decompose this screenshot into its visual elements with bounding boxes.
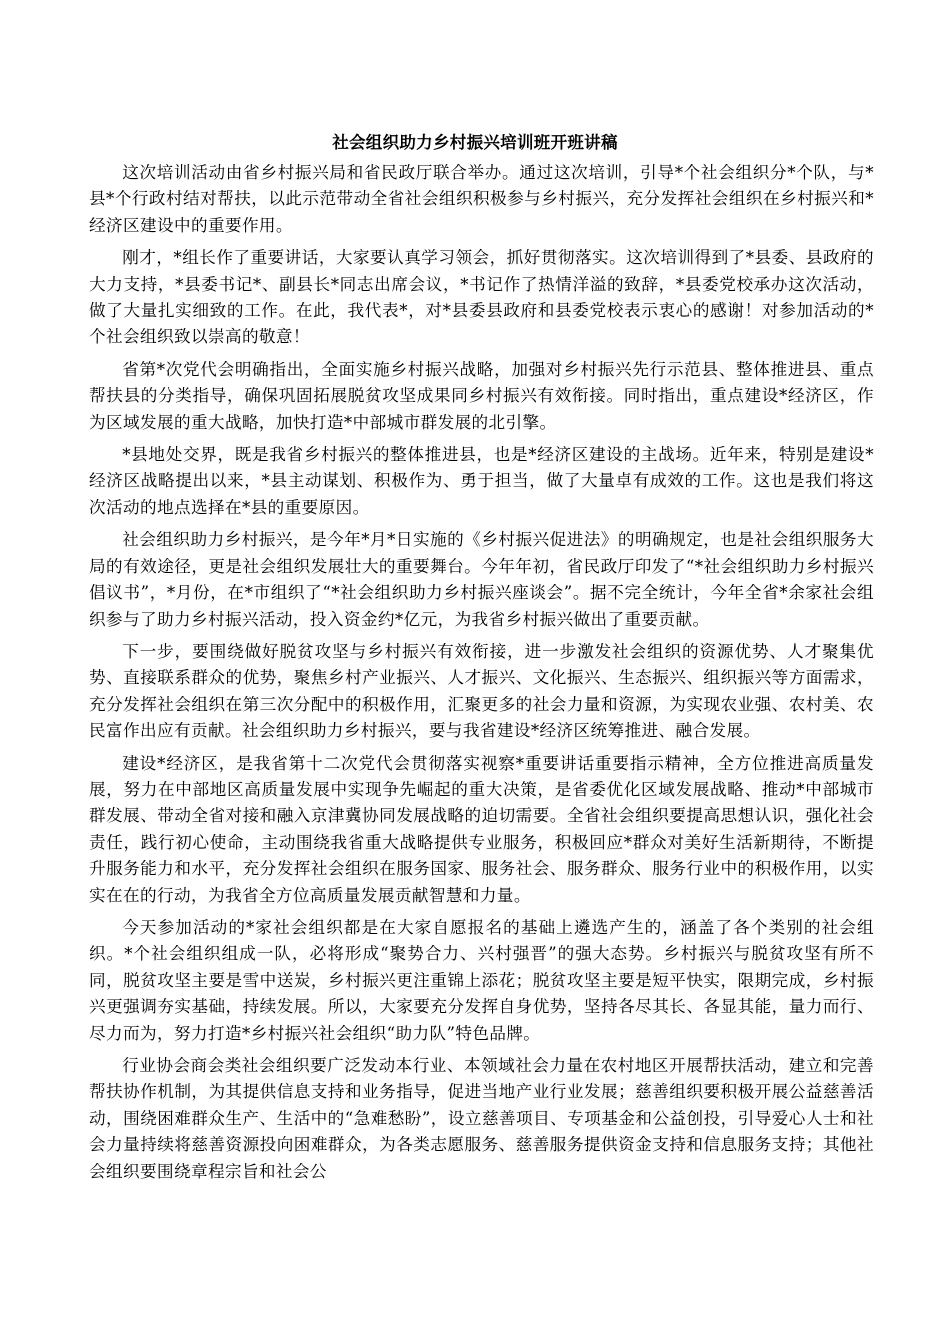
paragraph-4: *县地处交界，既是我省乡村振兴的整体推进县，也是*经济区建设的主战场。近年来，特别是建设*经济区战略提出以来，*县主动谋划、积极作为、勇于担当，做了大量卓有成效的工作。这也是我们将这次活动的地点选择在*县的重要原因。 — [89, 445, 874, 517]
paragraph-2: 刚才，*组长作了重要讲话，大家要认真学习领会，抓好贯彻落实。这次培训得到了*县委、县政府的大力支持，*县委书记*、副县长*同志出席会议，*书记作了热情洋溢的致辞，*县委党校承办这次活动，做了大量扎实细致的工作。在此，我代表*，对*县委县政府和县委党校表示衷心的感谢！对参加活动的*个社会组织致以崇高的敬意！ — [89, 248, 874, 347]
paragraph-8: 今天参加活动的*家社会组织都是在大家自愿报名的基础上遴选产生的，涵盖了各个类别的社会组织。*个社会组织组成一队，必将形成“聚势合力、兴村强晋”的强大态势。乡村振兴与脱贫攻坚有所不同，脱贫攻坚主要是雪中送炭，乡村振兴更注重锦上添花；脱贫攻坚主要是短平快实，限期完成，乡村振兴更强调夯实基础，持续发展。所以，大家要充分发挥自身优势，坚持各尽其长、各显其能，量力而行、尽力而为，努力打造*乡村振兴社会组织“助力队”特色品牌。 — [89, 917, 874, 1043]
paragraph-3: 省第*次党代会明确指出，全面实施乡村振兴战略，加强对乡村振兴先行示范县、整体推进县、重点帮扶县的分类指导，确保巩固拓展脱贫攻坚成果同乡村振兴有效衔接。同时指出，重点建设*经济区，作为区域发展的重大战略，加快打造*中部城市群发展的北引擎。 — [89, 359, 874, 432]
paragraph-1: 这次培训活动由省乡村振兴局和省民政厅联合举办。通过这次培训，引导*个社会组织分*个队，与*县*个行政村结对帮扶，以此示范带动全省社会组织积极参与乡村振兴，充分发挥社会组织在乡村振兴和*经济区建设中的重要作用。 — [89, 163, 874, 235]
paragraph-6: 下一步，要围绕做好脱贫攻坚与乡村振兴有效衔接，进一步激发社会组织的资源优势、人才聚集优势、直接联系群众的优势，聚焦乡村产业振兴、人才振兴、文化振兴、生态振兴、组织振兴等方面需求，充分发挥社会组织在第三次分配中的积极作用，汇聚更多的社会力量和资源，为实现农业强、农村美、农民富作出应有贡献。社会组织助力乡村振兴，要与我省建设*经济区统筹推进、融合发展。 — [89, 641, 874, 741]
paragraph-7: 建设*经济区，是我省第十二次党代会贯彻落实视察*重要讲话重要指示精神，全方位推进高质量发展，努力在中部地区高质量发展中实现争先崛起的重大决策，是省委优化区域发展战略、推动*中部城市群发展、带动全省对接和融入京津冀协同发展战略的迫切需要。全省社会组织要提高思想认识，强化社会责任，践行初心使命，主动围绕我省重大战略提供专业服务，积极回应*群众对美好生活新期待，不断提升服务能力和水平，充分发挥社会组织在服务国家、服务社会、服务群众、服务行业中的积极作用，以实实在在的行动，为我省全方位高质量发展贡献智慧和力量。 — [89, 753, 874, 905]
document-title: 社会组织助力乡村振兴培训班开班讲稿 — [332, 133, 618, 152]
document-body — [89, 160, 874, 1191]
paragraph-9: 行业协会商会类社会组织要广泛发动本行业、本领域社会力量在农村地区开展帮扶活动，建立和完善帮扶协作机制，为其提供信息支持和业务指导，促进当地产业行业发展；慈善组织要积极开展公益慈善活动，围绕困难群众生产、生活中的“急难愁盼”，设立慈善项目、专项基金和公益创投，引导爱心人士和社会力量持续将慈善资源投向困难群众，为各类志愿服务、慈善服务提供资金支持和信息服务支持；其他社会组织要围绕章程宗旨和社会公 — [89, 1056, 874, 1181]
paragraph-5: 社会组织助力乡村振兴，是今年*月*日实施的《乡村振兴促进法》的明确规定，也是社会组织服务大局的有效途径，更是社会组织发展壮大的重要舞台。今年年初，省民政厅印发了“*社会组织助力乡村振兴倡议书”，*月份，在*市组织了“*社会组织助力乡村振兴座谈会”。据不完全统计，今年全省*余家社会组织参与了助力乡村振兴活动，投入资金约*亿元，为我省乡村振兴做出了重要贡献。 — [89, 530, 874, 629]
